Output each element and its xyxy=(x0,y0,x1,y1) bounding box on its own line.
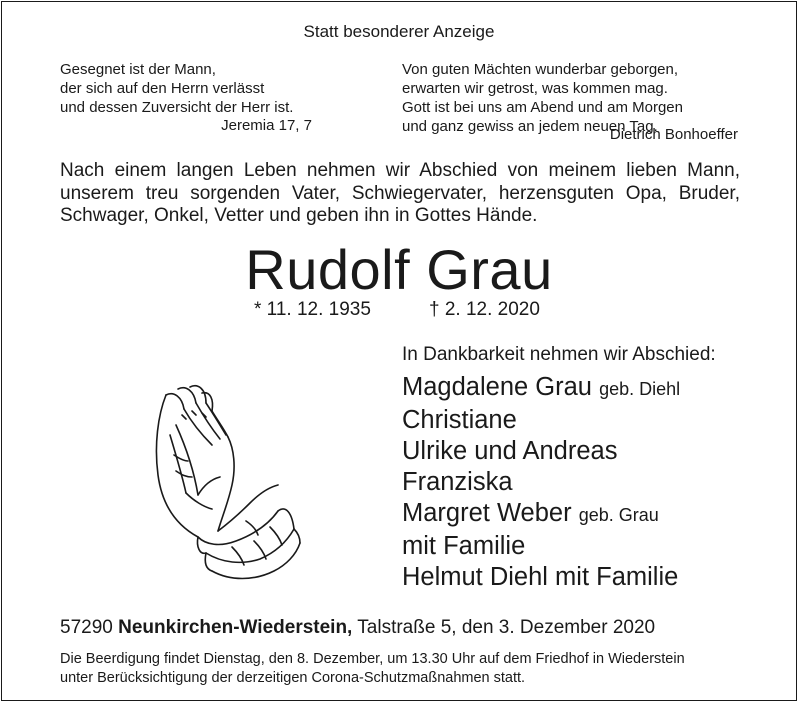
thanks-line: In Dankbarkeit nehmen wir Abschied: xyxy=(402,344,716,365)
mourner-item xyxy=(402,562,680,593)
mourner-item xyxy=(402,436,680,467)
mourner-name: Christiane xyxy=(402,406,517,434)
mourners-list xyxy=(402,372,680,593)
mourner-item xyxy=(402,372,680,405)
verse-left-line: und dessen Zuversicht der Herr ist. xyxy=(60,99,294,116)
mourner-name: Ulrike und Andreas xyxy=(402,437,618,465)
funeral-info-line: unter Berücksichtigung der derzeitigen Corona-Schutzmaßnahmen statt. xyxy=(60,669,526,686)
praying-hands-icon xyxy=(146,375,306,585)
mourner-name: Magdalene Grau xyxy=(402,373,592,401)
intro-text: Nach einem langen Leben nehmen wir Abschied von meinem lieben Mann, unserem treu sorgenden Vater, Schwiegervater, herzensguten Opa, Bruder, Schwager, Onkel, Vetter und geben ihn in Gottes Hände. xyxy=(60,160,740,226)
address-rest: Talstraße 5, den 3. Dezember 2020 xyxy=(357,617,656,638)
verse-right-line: Gott ist bei uns am Abend und am Morgen xyxy=(402,99,683,116)
verse-right-reference: Dietrich Bonhoeffer xyxy=(609,126,738,143)
address-town: Neunkirchen-Wiederstein, xyxy=(118,617,353,638)
mourner-name: mit Familie xyxy=(402,532,526,560)
funeral-info xyxy=(60,650,685,687)
verse-left-line: der sich auf den Herrn verlässt xyxy=(60,80,265,97)
mourner-item xyxy=(402,467,680,498)
verse-left xyxy=(60,60,293,117)
verse-right-line: und ganz gewiss an jedem neuen Tag. xyxy=(402,118,658,135)
mourner-item xyxy=(402,498,680,531)
mourner-item xyxy=(402,405,680,436)
mourner-note: geb. Diehl xyxy=(599,379,681,399)
birth-date: * 11. 12. 1935 xyxy=(254,299,371,320)
verse-left-reference: Jeremia 17, 7 xyxy=(221,117,312,134)
mourner-name: Franziska xyxy=(402,468,513,496)
mourner-note: geb. Grau xyxy=(578,505,659,525)
death-date: † 2. 12. 2020 xyxy=(429,299,540,320)
verse-right-line: erwarten wir getrost, was kommen mag. xyxy=(402,80,668,97)
notice-header: Statt besonderer Anzeige xyxy=(303,22,495,41)
verse-right xyxy=(402,60,683,136)
deceased-name: Rudolf Grau xyxy=(245,238,553,301)
verse-right-line: Von guten Mächten wunderbar geborgen, xyxy=(402,61,679,78)
mourner-name: Margret Weber xyxy=(402,499,572,527)
funeral-info-line: Die Beerdigung findet Dienstag, den 8. Dezember, um 13.30 Uhr auf dem Friedhof in Wiederstein xyxy=(60,651,685,667)
mourner-name: Helmut Diehl mit Familie xyxy=(402,563,679,591)
address-zip: 57290 xyxy=(60,617,113,638)
mourner-item xyxy=(402,531,680,562)
address-line xyxy=(60,617,655,639)
verse-left-line: Gesegnet ist der Mann, xyxy=(60,61,216,78)
